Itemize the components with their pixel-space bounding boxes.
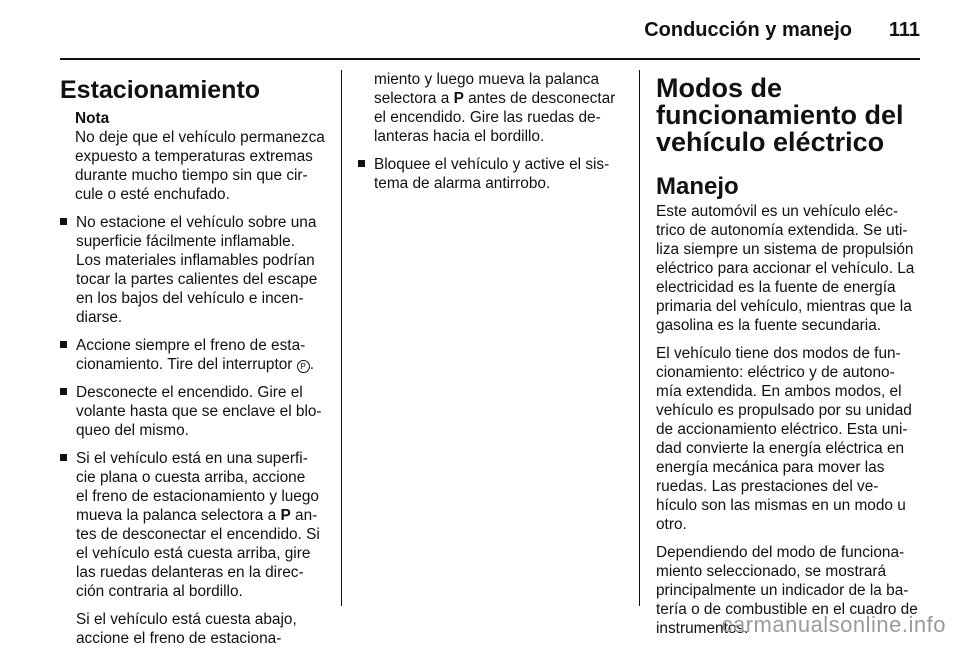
continued-paragraph — [358, 70, 630, 146]
paragraph-line: de accionamiento eléctrico. Esta uni- — [656, 421, 908, 438]
paragraph-line-text: selectora a — [374, 90, 450, 107]
bullet-line: cionamiento. Tire del interruptor P . — [76, 356, 314, 373]
paragraph-line: miento seleccionado, se mostrará — [656, 563, 887, 580]
paragraph-line: Este automóvil es un vehículo eléc- — [656, 203, 899, 220]
bullet-line: Si el vehículo está en una superfi- — [76, 450, 308, 467]
parking-brake-icon: P — [297, 360, 310, 373]
left-column — [60, 70, 332, 648]
paragraph-line: otro. — [656, 516, 687, 533]
paragraph-line: ruedas. Las prestaciones del ve- — [656, 478, 879, 495]
paragraph-line: el encendido. Gire las ruedas de- — [374, 109, 601, 126]
paragraph-line: dad convierte la energía eléctrica en — [656, 440, 905, 457]
bullet-square-icon — [60, 218, 67, 225]
bullet-line: volante hasta que se enclave el blo- — [76, 403, 322, 420]
paragraph-line: primaria del vehículo, mientras que la — [656, 298, 912, 315]
paragraph-line: principalmente un indicador de la ba- — [656, 582, 909, 599]
paragraph-line: tería o de combustible en el cuadro de — [656, 601, 918, 618]
column-divider-left — [341, 70, 342, 606]
bullet-line: tema de alarma antirrobo. — [374, 175, 551, 192]
bullet-item — [358, 155, 630, 193]
page-number: 111 — [888, 19, 920, 41]
paragraph-line: eléctrico para accionar el vehículo. La — [656, 260, 915, 277]
bullet-line: Accione siempre el freno de esta- — [76, 337, 306, 354]
note-line: No deje que el vehículo permanezca — [75, 129, 325, 146]
watermark-text: carmanualsonline.info — [721, 612, 946, 637]
note-label: Nota — [75, 110, 110, 127]
middle-column — [358, 70, 630, 193]
paragraph-line: Si el vehículo está cuesta abajo, — [76, 611, 297, 628]
bullet-item — [60, 449, 332, 601]
header-title: Conducción y manejo — [644, 19, 852, 41]
paragraph-line: trico de autonomía extendida. Se uti- — [656, 222, 908, 239]
bullet-square-icon — [358, 160, 365, 167]
bullet-line: cie plana o cuesta arriba, accione — [76, 469, 306, 486]
paragraph-line: mía extendida. En ambos modos, el — [656, 383, 902, 400]
bullet-line: tocar la partes calientes del escape — [76, 271, 318, 288]
note-line: durante mucho tiempo sin que cir- — [75, 167, 308, 184]
gear-position-p: P — [453, 90, 464, 107]
bullet-line: Desconecte el encendido. Gire el — [76, 384, 303, 401]
paragraph-line: liza siempre un sistema de propulsión — [656, 241, 914, 258]
bullet-item — [60, 336, 332, 374]
bullet-square-icon — [60, 341, 67, 348]
bullet-line: ción contraria al bordillo. — [76, 583, 243, 600]
bullet-line: las ruedas delanteras en la direc- — [76, 564, 304, 581]
column-divider-right — [639, 70, 640, 606]
paragraph-line: Dependiendo del modo de funciona- — [656, 544, 905, 561]
paragraph-line: vehículo es propulsado por su unidad — [656, 402, 912, 419]
title-line: Modos de — [656, 73, 782, 103]
bullet-line: Los materiales inflamables podrían — [76, 252, 315, 269]
paragraph-line: miento y luego mueva la palanca — [374, 71, 600, 88]
bullet-line: tes de desconectar el encendido. Si — [76, 526, 320, 543]
bullet-line: el freno de estacionamiento y luego — [76, 488, 319, 505]
paragraph-line: instrumentos. — [656, 620, 749, 637]
note-line: expuesto a temperaturas extremas — [75, 148, 313, 165]
section-title-modos — [656, 75, 922, 156]
indented-paragraph — [60, 610, 332, 648]
bullet-line: queo del mismo. — [76, 422, 189, 439]
bullet-line: el vehículo está cuesta arriba, gire — [76, 545, 311, 562]
bullet-line: Bloquee el vehículo y active el sis- — [374, 156, 610, 173]
title-line: funcionamiento del — [656, 100, 904, 130]
paragraph-line: El vehículo tiene dos modos de fun- — [656, 345, 901, 362]
bullet-line: superficie fácilmente inflamable. — [76, 233, 295, 250]
bullet-item — [60, 383, 332, 440]
bullet-line-text: mueva la palanca selectora a — [76, 507, 277, 524]
note-block — [75, 109, 332, 204]
gear-position-p: P — [280, 507, 291, 524]
bullet-square-icon — [60, 454, 67, 461]
paragraph-line-text: antes de desconectar — [463, 90, 616, 107]
bullet-line-text: cionamiento. Tire del interruptor — [76, 356, 293, 373]
section-title-estacionamiento: Estacionamiento — [60, 76, 261, 104]
paragraph-line: hículo son las mismas en un modo u — [656, 497, 906, 514]
bullet-line — [76, 506, 332, 525]
note-line: cule o esté enchufado. — [75, 186, 230, 203]
bullet-square-icon — [60, 388, 67, 395]
bullet-item — [60, 213, 332, 327]
bullet-line: diarse. — [76, 309, 123, 326]
subsection-title-manejo: Manejo — [656, 173, 739, 200]
paragraph — [656, 344, 922, 534]
paragraph-line: cionamiento: eléctrico y de autono- — [656, 364, 895, 381]
page-header — [60, 0, 920, 60]
bullet-line: en los bajos del vehículo e incen- — [76, 290, 304, 307]
paragraph — [656, 202, 922, 335]
bullet-line: No estacione el vehículo sobre una — [76, 214, 317, 231]
bullet-line-text: an- — [290, 507, 318, 524]
paragraph-line: gasolina es la fuente secundaria. — [656, 317, 882, 334]
paragraph-line: accione el freno de estaciona- — [76, 630, 282, 647]
paragraph-line: energía mecánica para mover las — [656, 459, 885, 476]
right-column — [656, 70, 922, 638]
title-line: vehículo eléctrico — [656, 127, 885, 157]
paragraph-line — [374, 89, 630, 108]
paragraph-line: electricidad es la fuente de energía — [656, 279, 896, 296]
paragraph-line: lanteras hacia el bordillo. — [374, 128, 545, 145]
